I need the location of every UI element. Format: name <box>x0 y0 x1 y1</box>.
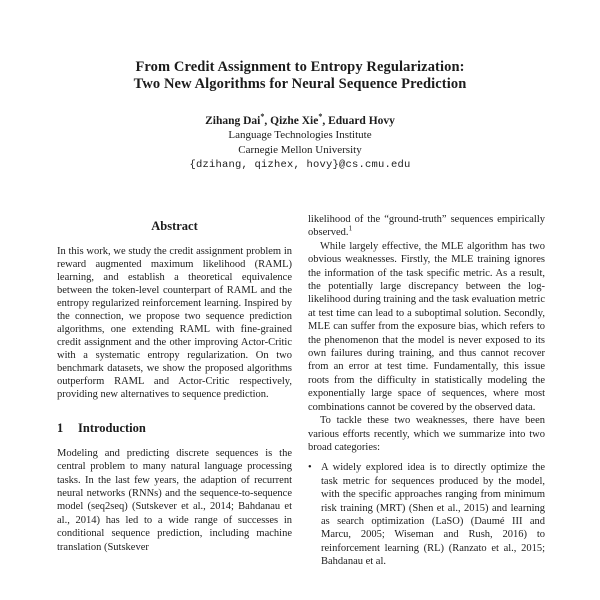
paper-title <box>0 59 600 93</box>
right-column <box>308 213 545 569</box>
abstract-heading: Abstract <box>151 219 198 233</box>
section-1-title: Introduction <box>78 421 146 436</box>
author-3: Eduard Hovy <box>328 115 395 127</box>
intro-paragraph-1: Modeling and predicting discrete sequences is the central problem to many natural language processing tasks. In the last few years, the adaption of recurrent neural networks (RNNs) and the sequence-to-sequence model (seq2seq) (Sutskever et al., 2014; Bahdanau et al., 2014) has led to a wide range of successes in conditional sequence prediction, including machine translation (Sutskever <box>57 447 292 553</box>
paper-title-line1: From Credit Assignment to Entropy Regularization: <box>135 59 465 75</box>
author-emails: {dzihang, qizhex, hovy}@cs.cmu.edu <box>189 159 411 171</box>
right-paragraph-2: While largely effective, the MLE algorithm has two obvious weaknesses. Firstly, the MLE training ignores the information of the task specific metric. As a result, the potentially large discrepancy between the log-likelihood during training and the task evaluation metric at test time can lead to a suboptimal solution. Secondly, MLE can suffer from the exposure bias, which refers to the phenomenon that the model is never exposed to its own failures during training, and thus cannot recover from an error at test time. Fundamentally, this issue roots from the difficulty in statistically modeling the exponentially large space of sequences, where most combinations cannot be covered by the observed data. <box>308 240 545 413</box>
right-paragraph-3: To tackle these two weaknesses, there have been various efforts recently, which we summarize into two broad categories: <box>308 415 545 453</box>
author-sep-1: , <box>264 115 271 127</box>
author-2-mark: * <box>318 112 323 122</box>
paper-title-line2: Two New Algorithms for Neural Sequence Prediction <box>133 76 467 92</box>
author-2: Qizhe Xie <box>270 115 319 127</box>
right-paragraph-1-text: likelihood of the “ground-truth” sequences empirically observed. <box>308 214 545 239</box>
abstract-text: In this work, we study the credit assignment problem in reward augmented maximum likelihood (RAML) learning, and establish a theoretical equivalence between the token-level counterpart of RAML and the entropy regularized reinforcement learning. Inspired by the connection, we propose two sequence prediction algorithms, one extending RAML with fine-grained credit assignment and the other improving Actor-Critic with a systematic entropy regularization. On two benchmark datasets, we show the proposed algorithms outperform RAML and Actor-Critic respectively, providing new alternatives to sequence prediction. <box>57 246 292 401</box>
affiliation-university: Carnegie Mellon University <box>238 144 362 156</box>
bullet-marker-icon: • <box>308 462 312 474</box>
author-sep-2: , <box>322 115 329 127</box>
author-line <box>0 114 600 128</box>
author-1: Zihang Dai <box>205 115 261 127</box>
section-1-number: 1 <box>57 421 64 436</box>
footnote-1-mark: 1 <box>348 223 353 233</box>
bullet-item-1 <box>308 461 545 568</box>
left-column <box>57 215 292 554</box>
affiliation-institute: Language Technologies Institute <box>228 129 372 141</box>
section-1-heading <box>57 422 292 435</box>
author-1-mark: * <box>260 112 265 122</box>
paper-header <box>0 59 600 171</box>
right-paragraph-1 <box>308 213 545 240</box>
bullet-item-1-text: A widely explored idea is to directly optimize the task metric for sequences produced by the model, with the specific approaches ranging from minimum risk training (MRT) (Shen et al., 2015) and learning as search optimization (LaSO) (Daumé III and Marcu, 2005; Wiseman and Rush, 2016) to reinforcement learning (RL) (Ranzato et al., 2015; Bahdanau et al. <box>321 462 545 568</box>
